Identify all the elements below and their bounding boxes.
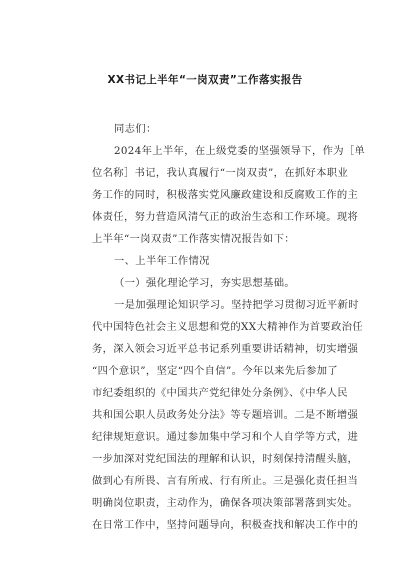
paragraph-line: 一步加深对党纪国法的理解和认识，时刻保持清醒头脑， bbox=[92, 453, 359, 465]
paragraph-line: 务工作的同时，积极落实党风廉政建设和反腐败工作的主 bbox=[92, 189, 359, 201]
paragraph-line: 做到心有所畏、言有所戒、行有所止。三是强化责任担当 bbox=[92, 475, 359, 487]
paragraph-line: 代中国特色社会主义思想和党的XX大精神作为首要政治任 bbox=[92, 321, 363, 333]
paragraph-line: 位名称］书记，我认真履行“一岗双责”，在抓好本职业 bbox=[92, 167, 349, 179]
paragraph-line: 一、上半年工作情况 bbox=[114, 255, 210, 267]
paragraph-line: 市纪委组织的《中国共产党纪律处分条例》、《中华人民 bbox=[92, 387, 348, 399]
paragraph-line: “四个意识”，坚定“四个自信”。今年以来先后参加了 bbox=[92, 365, 339, 377]
paragraph-line: 纪律规矩意识。通过参加集中学习和个人自学等方式，进 bbox=[92, 431, 359, 443]
paragraph-line: 体责任，努力营造风清气正的政治生态和工作环境。现将 bbox=[92, 211, 359, 223]
paragraph-line: 务，深入领会习近平总书记系列重要讲话精神，切实增强 bbox=[92, 343, 359, 355]
paragraph-line: 上半年“一岗双责”工作落实情况报告如下： bbox=[92, 233, 295, 245]
paragraph-line: 2024年上半年，在上级党委的坚强领导下，作为［单 bbox=[114, 145, 366, 157]
paragraph-line: 在日常工作中，坚持问题导向，积极查找和解决工作中的 bbox=[92, 519, 359, 531]
paragraph-line: 一是加强理论知识学习。坚持把学习贯彻习近平新时 bbox=[114, 299, 359, 311]
paragraph-line: （一）强化理论学习，夯实思想基础。 bbox=[114, 277, 295, 289]
document-body bbox=[92, 118, 366, 536]
document-title: XX书记上半年“一岗双责”工作落实报告 bbox=[107, 74, 303, 86]
paragraph-line: 明确岗位职责，主动作为，确保各项决策部署落到实处。 bbox=[92, 497, 359, 509]
paragraph-line: 共和国公职人员政务处分法》等专题培训。二是不断增强 bbox=[92, 409, 359, 421]
paragraph-line: 同志们： bbox=[114, 123, 157, 135]
